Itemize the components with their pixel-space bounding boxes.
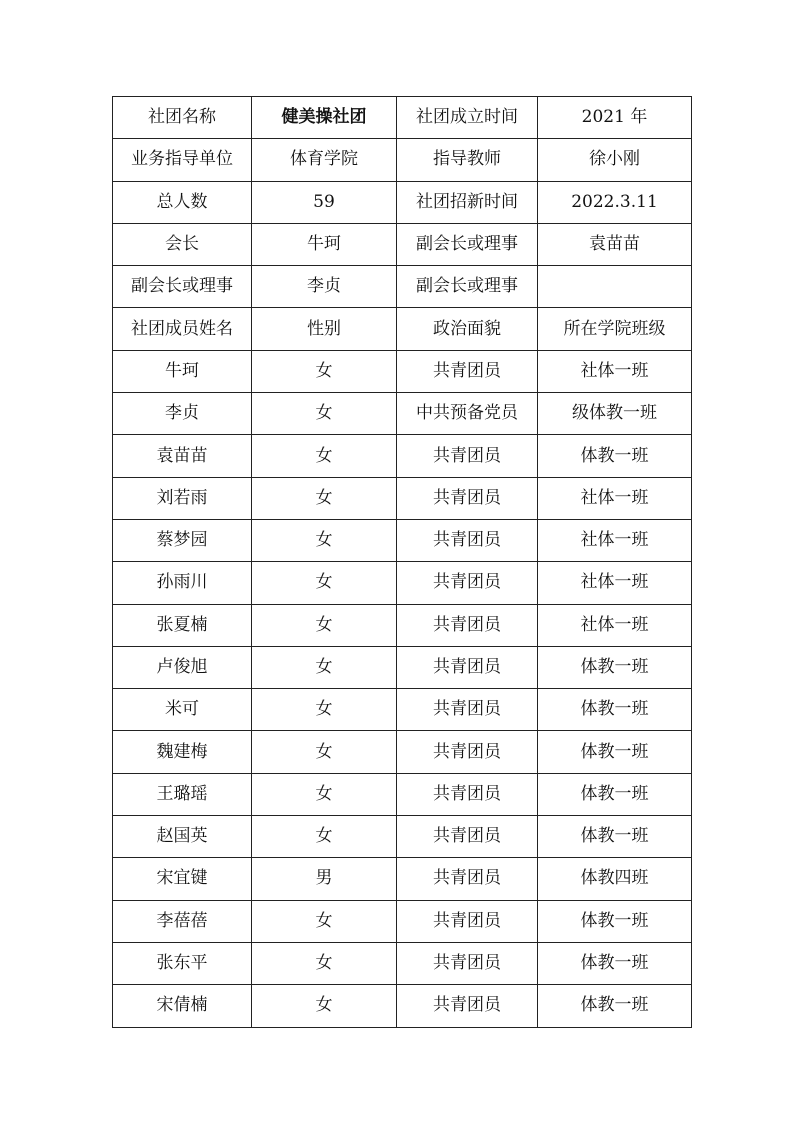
- vice-president-value: 袁苗苗: [538, 223, 692, 265]
- member-political-status: 共青团员: [397, 435, 538, 477]
- member-college-class: 体教一班: [538, 942, 692, 984]
- member-political-status: 共青团员: [397, 562, 538, 604]
- member-political-status: 共青团员: [397, 689, 538, 731]
- recruit-time-value: 2022.3.11: [538, 181, 692, 223]
- member-college-class: 体教一班: [538, 773, 692, 815]
- member-political-status: 中共预备党员: [397, 393, 538, 435]
- member-name: 李贞: [113, 393, 252, 435]
- club-name-value: 健美操社团: [252, 97, 397, 139]
- member-row: [113, 816, 692, 858]
- member-college-class: 社体一班: [538, 604, 692, 646]
- member-row: [113, 646, 692, 688]
- member-college-class: 体教一班: [538, 689, 692, 731]
- member-gender: 女: [252, 477, 397, 519]
- member-name: 张夏楠: [113, 604, 252, 646]
- member-name: 魏建梅: [113, 731, 252, 773]
- member-name: 牛珂: [113, 350, 252, 392]
- member-gender: 女: [252, 562, 397, 604]
- member-gender: 女: [252, 604, 397, 646]
- member-row: [113, 689, 692, 731]
- member-row: [113, 519, 692, 561]
- member-political-status: 共青团员: [397, 519, 538, 561]
- member-count-value: 59: [252, 181, 397, 223]
- member-gender: 女: [252, 985, 397, 1027]
- member-name: 宋倩楠: [113, 985, 252, 1027]
- guidance-unit-value: 体育学院: [252, 139, 397, 181]
- member-college-class: 社体一班: [538, 562, 692, 604]
- member-name: 蔡梦园: [113, 519, 252, 561]
- member-college-class: 体教一班: [538, 816, 692, 858]
- info-row-club-name: [113, 97, 692, 139]
- member-college-class: 体教一班: [538, 731, 692, 773]
- member-college-class: 体教四班: [538, 858, 692, 900]
- advisor-value: 徐小刚: [538, 139, 692, 181]
- member-name: 赵国英: [113, 816, 252, 858]
- vice-president-label: 副会长或理事: [397, 223, 538, 265]
- member-row: [113, 435, 692, 477]
- member-political-status: 共青团员: [397, 477, 538, 519]
- member-college-class: 体教一班: [538, 900, 692, 942]
- member-gender: 女: [252, 942, 397, 984]
- member-name: 李蓓蓓: [113, 900, 252, 942]
- member-political-status: 共青团员: [397, 816, 538, 858]
- member-row: [113, 562, 692, 604]
- member-political-status: 共青团员: [397, 350, 538, 392]
- founded-time-value: 2021 年: [538, 97, 692, 139]
- vice-president-label: 副会长或理事: [113, 266, 252, 308]
- member-political-status: 共青团员: [397, 900, 538, 942]
- member-college-class: 级体教一班: [538, 393, 692, 435]
- member-political-status: 共青团员: [397, 858, 538, 900]
- president-value: 牛珂: [252, 223, 397, 265]
- member-gender: 女: [252, 519, 397, 561]
- member-college-class: 体教一班: [538, 435, 692, 477]
- info-row-member-count: [113, 181, 692, 223]
- member-college-class: 社体一班: [538, 477, 692, 519]
- member-name: 张东平: [113, 942, 252, 984]
- member-row: [113, 604, 692, 646]
- member-gender: 女: [252, 689, 397, 731]
- member-gender: 男: [252, 858, 397, 900]
- member-political-status: 共青团员: [397, 985, 538, 1027]
- member-name: 袁苗苗: [113, 435, 252, 477]
- member-political-status: 共青团员: [397, 773, 538, 815]
- club-info-table: [112, 96, 692, 1028]
- member-college-class: 社体一班: [538, 350, 692, 392]
- column-header-name: 社团成员姓名: [113, 308, 252, 350]
- club-name-label: 社团名称: [113, 97, 252, 139]
- recruit-time-label: 社团招新时间: [397, 181, 538, 223]
- member-name: 米可: [113, 689, 252, 731]
- member-gender: 女: [252, 646, 397, 688]
- vice-president-label: 副会长或理事: [397, 266, 538, 308]
- member-row: [113, 393, 692, 435]
- club-info-table-body: [113, 97, 692, 1028]
- member-gender: 女: [252, 435, 397, 477]
- member-row: [113, 858, 692, 900]
- member-gender: 女: [252, 393, 397, 435]
- member-name: 孙雨川: [113, 562, 252, 604]
- vice-president-value: 李贞: [252, 266, 397, 308]
- member-college-class: 体教一班: [538, 985, 692, 1027]
- member-count-label: 总人数: [113, 181, 252, 223]
- member-gender: 女: [252, 900, 397, 942]
- member-college-class: 社体一班: [538, 519, 692, 561]
- member-header-row: [113, 308, 692, 350]
- info-row-guidance-unit: [113, 139, 692, 181]
- info-row-president: [113, 223, 692, 265]
- member-gender: 女: [252, 731, 397, 773]
- member-row: [113, 731, 692, 773]
- member-row: [113, 900, 692, 942]
- member-political-status: 共青团员: [397, 604, 538, 646]
- info-row-vice-presidents: [113, 266, 692, 308]
- member-gender: 女: [252, 773, 397, 815]
- member-row: [113, 942, 692, 984]
- member-gender: 女: [252, 350, 397, 392]
- member-row: [113, 477, 692, 519]
- column-header-political-status: 政治面貌: [397, 308, 538, 350]
- member-name: 王璐瑶: [113, 773, 252, 815]
- member-row: [113, 773, 692, 815]
- member-college-class: 体教一班: [538, 646, 692, 688]
- member-name: 刘若雨: [113, 477, 252, 519]
- member-row: [113, 350, 692, 392]
- member-political-status: 共青团员: [397, 731, 538, 773]
- column-header-college-class: 所在学院班级: [538, 308, 692, 350]
- member-row: [113, 985, 692, 1027]
- member-political-status: 共青团员: [397, 942, 538, 984]
- founded-time-label: 社团成立时间: [397, 97, 538, 139]
- member-name: 卢俊旭: [113, 646, 252, 688]
- vice-president-value: [538, 266, 692, 308]
- member-political-status: 共青团员: [397, 646, 538, 688]
- guidance-unit-label: 业务指导单位: [113, 139, 252, 181]
- member-name: 宋宜键: [113, 858, 252, 900]
- member-gender: 女: [252, 816, 397, 858]
- president-label: 会长: [113, 223, 252, 265]
- column-header-gender: 性别: [252, 308, 397, 350]
- advisor-label: 指导教师: [397, 139, 538, 181]
